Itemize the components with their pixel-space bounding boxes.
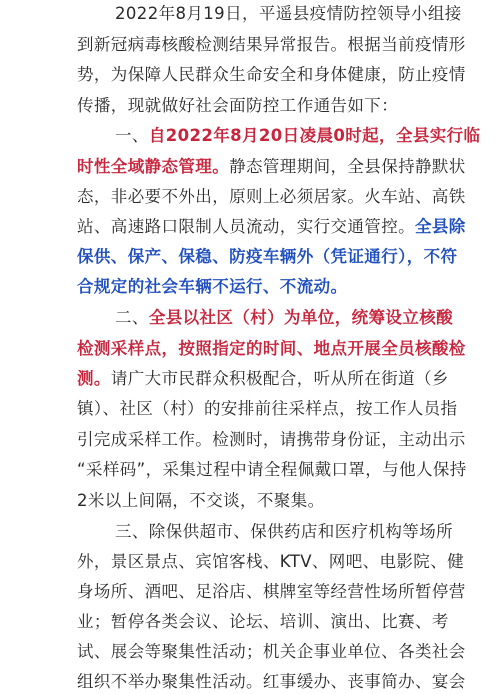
intro-line-3: 势，为保障人民群众生命安全和身体健康，防止疫情 xyxy=(77,65,466,84)
item-3-line-6: 组织不举办聚集性活动。红事缓办、丧事简办、宴会 xyxy=(77,672,466,691)
item-2-line-3 xyxy=(77,367,449,391)
item-2-highlight-red: 全县以社区（村）为单位，统筹设立核酸 xyxy=(148,308,454,327)
item-1-line-6: 合规定的社会车辆不运行、不流动。 xyxy=(77,277,348,296)
item-1-text-2: 站、高速路口限制人员流动，实行交通管控。 xyxy=(77,217,415,236)
item-1-line-2 xyxy=(77,155,466,179)
item-1-number: 一、 xyxy=(115,126,149,145)
item-2-line-6: “采样码”，采集过程中请全程佩戴口罩，与他人保持 xyxy=(77,460,467,479)
item-2-line-2: 检测采样点，按照指定的时间、地点开展全员核酸检 xyxy=(77,339,466,358)
item-1-line-1 xyxy=(115,124,480,148)
item-2-text: 请广大市民群众积极配合，听从所在街道（乡 xyxy=(110,369,449,388)
item-1-line-3: 态，非必要不外出，原则上必须居家。火车站、高铁 xyxy=(77,187,466,206)
item-2-line-4: 镇）、社区（村）的安排前往采样点，按工作人员指 xyxy=(77,399,458,418)
item-2-line-5: 引完成采样工作。检测时，请携带身份证，主动出示 xyxy=(77,430,466,449)
item-1-highlight-red-end: 时性全域静态管理。 xyxy=(77,157,230,176)
item-3-line-4: 业；暂停各类会议、论坛、培训、演出、比赛、考 xyxy=(77,612,449,631)
item-2-highlight-red-end: 测。 xyxy=(77,369,111,388)
item-1-highlight-blue: 全县除 xyxy=(415,217,466,236)
intro-line-2: 到新冠病毒核酸检测结果异常报告。根据当前疫情形 xyxy=(77,35,466,54)
item-2-line-1 xyxy=(115,306,453,330)
item-1-line-4 xyxy=(77,215,466,239)
intro-line-1: 2022年8月19日，平遥县疫情防控领导小组接 xyxy=(115,4,462,23)
item-3-line-5: 试、展会等聚集性活动；机关企事业单位、各类社会 xyxy=(77,642,466,661)
item-2-line-7: 2米以上间隔，不交谈，不聚集。 xyxy=(77,491,325,510)
item-3-line-1: 三、除保供超市、保供药店和医疗机构等场所 xyxy=(115,522,453,541)
item-2-number: 二、 xyxy=(115,308,149,327)
item-3-line-2: 外，景区景点、宾馆客栈、KTV、网吧、电影院、健 xyxy=(77,552,465,571)
item-1-text: 静态管理期间，全县保持静默状 xyxy=(229,157,466,176)
item-3-line-3: 身场所、酒吧、足浴店、棋牌室等经营性场所暂停营 xyxy=(77,582,466,601)
item-1-line-5: 保供、保产、保稳、防疫车辆外（凭证通行），不符 xyxy=(77,247,458,266)
item-1-highlight-red: 自2022年8月20日凌晨0时起，全县实行临 xyxy=(148,126,481,145)
intro-line-4: 传播，现就做好社会面防控工作通告如下： xyxy=(77,96,399,115)
